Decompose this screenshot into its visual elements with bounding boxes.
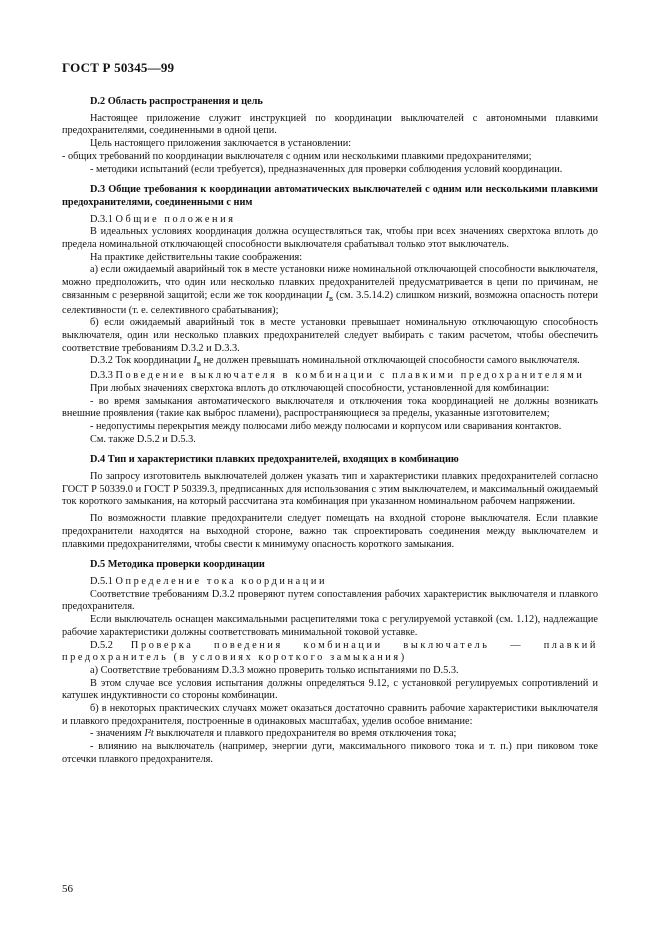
list-item: - общих требований по координации выключателя с одним или несколькими плавкими предохранителями; xyxy=(62,150,532,162)
page-number: 56 xyxy=(62,883,73,895)
section-heading-d4: D.4 Тип и характеристики плавких предохранителей, входящих в комбинацию xyxy=(90,454,459,466)
paragraph: Цель настоящего приложения заключается в установлении: xyxy=(90,138,352,150)
paragraph: По запросу изготовитель выключателей должен указать тип и характеристики плавких предохранителей согласно ГОСТ Р 50339.0 и ГОСТ Р 50339.3, предписанных для использования с этим выключателем, и максимальный ожидаемый ток короткого замыкания, на который рассчитана эта комбинация при указанном номинальном рабочем напряжении. xyxy=(62,471,598,508)
list-item xyxy=(62,728,598,741)
subsection-heading-d5-2 xyxy=(62,640,598,665)
subsection-title: Определение тока координации xyxy=(115,576,328,587)
paragraph: Настоящее приложение служит инструкцией по координации выключателей с автономными плавкими предохранителями, соединенными в одной цепи. xyxy=(62,112,598,137)
paragraph: В идеальных условиях координация должна осуществляться так, чтобы при всех значениях сверхтока вплоть до предела номинальной отключающей способности выключателя срабатывал только этот выключатель. xyxy=(62,226,598,251)
symbol: I²t xyxy=(144,728,154,740)
page-body xyxy=(62,96,598,767)
paragraph: Соответствие требованиям D.3.2 проверяют путем сопоставления рабочих характеристик выключателя и плавкого предохранителя. xyxy=(62,588,598,613)
list-item: - во время замыкания автоматического выключателя и отключения тока координацией не должны возникать внешние проявления (такие как выброс пламени), распространяющиеся за пределы, указанные изготовителем; xyxy=(62,395,598,420)
list-item: - влиянию на выключатель (например, энергии дуги, максимального пикового тока и т. п.) при пиковом токе отсечки плавкого предохранителя. xyxy=(62,741,598,765)
list-item: - методики испытаний (если требуется), предназначенных для проверки соблюдения условий координации. xyxy=(90,163,563,175)
paragraph: При любых значениях сверхтока вплоть до отключающей способности, установленной для комбинации: xyxy=(90,382,550,394)
paragraph: б) в некоторых практических случаях может оказаться достаточно сравнить рабочие характеристики выключателя и плавкого предохранителя, построенные в одинаковых масштабах, уделив особое внимание: xyxy=(62,703,598,727)
subsection-title: Общие положения xyxy=(115,213,236,225)
list-item: - недопустимы перекрытия между полюсами либо между полюсами и корпусом или сваривания контактов. xyxy=(90,420,562,432)
paragraph xyxy=(62,264,598,317)
paragraph: См. также D.5.2 и D.5.3. xyxy=(90,433,196,445)
symbol: I xyxy=(193,355,197,367)
paragraph: Если выключатель оснащен максимальными расцепителями тока с регулируемой уставкой (см. 1.12), надлежащие рабочие характеристики должны соответствовать минимальной токовой уставке. xyxy=(62,614,598,638)
subsection-title: Поведение выключателя в комбинации с плавкими предохранителями xyxy=(115,370,585,382)
text-run: (см. 3.5.14.2) слишком низкий, возможна опасность потери селективности (т. е. селективного срабатывания); xyxy=(62,289,598,316)
subsection-title: Проверка поведения комбинации выключатель — плавкий предохранитель (в условиях короткого замыкания) xyxy=(62,639,599,664)
section-heading-d3: D.3 Общие требования к координации автоматических выключателей с одним или несколькими плавкими предохранителями, соединенными с ним xyxy=(62,184,598,208)
subsection-number: D.5.1 xyxy=(90,576,113,587)
subsection-number: D.3.3 xyxy=(90,370,113,382)
paragraph xyxy=(62,355,598,370)
paragraph: б) если ожидаемый аварийный ток в месте установки превышает номинальную отключающую способность выключателя, один или несколько плавких предохранителей следует выбирать с таким расчетом, чтобы обеспечить соответствие требованиям D.3.2 и D.3.3. xyxy=(62,317,598,354)
paragraph: а) Соответствие требованиям D.3.3 можно проверить только испытаниями по D.5.3. xyxy=(90,664,459,676)
section-heading-d2: D.2 Область распространения и цель xyxy=(90,96,263,107)
symbol: I xyxy=(325,289,329,301)
subsection-heading-d3-3 xyxy=(62,370,598,383)
section-heading-d5: D.5 Методика проверки координации xyxy=(90,559,265,571)
subsection-number: D.5.2 xyxy=(90,639,113,651)
symbol-subscript: в xyxy=(196,358,201,369)
text-run: не должен превышать номинальной отключающей способности самого выключателя. xyxy=(200,355,580,367)
subsection-number: D.3.1 xyxy=(90,213,113,225)
text-run: выключателя и плавкого предохранителя во время отключения тока; xyxy=(153,728,457,740)
paragraph: На практике действительны такие соображения: xyxy=(90,251,303,263)
page-header: ГОСТ Р 50345—99 xyxy=(62,60,175,75)
text-run: а) если ожидаемый аварийный ток в месте установки ниже номинальной отключающей способности выключателя, можно предположить, что один или несколько плавких предохранителей предусматривается в цепи по причинам, не связанным с резервной защитой; если же ток координации xyxy=(62,264,598,301)
subsection-heading-d5-1 xyxy=(62,576,598,589)
symbol-subscript: в xyxy=(329,292,334,303)
subsection-heading-d3-1 xyxy=(62,214,598,227)
text-run: D.3.2 Ток координации xyxy=(90,355,194,367)
paragraph: По возможности плавкие предохранители следует помещать на входной стороне выключателя. Если плавкие предохранители находятся на выходной стороне, важно так спроектировать соединения между выключателем и плавкими предохранителями, чтобы свести к минимуму опасность короткого замыкания. xyxy=(62,513,598,550)
text-run: - значениям xyxy=(90,728,145,740)
paragraph: В этом случае все условия испытания должны определяться 9.12, с установкой регулируемых сопротивлений и катушек индуктивности со стороны комбинации. xyxy=(62,677,598,702)
